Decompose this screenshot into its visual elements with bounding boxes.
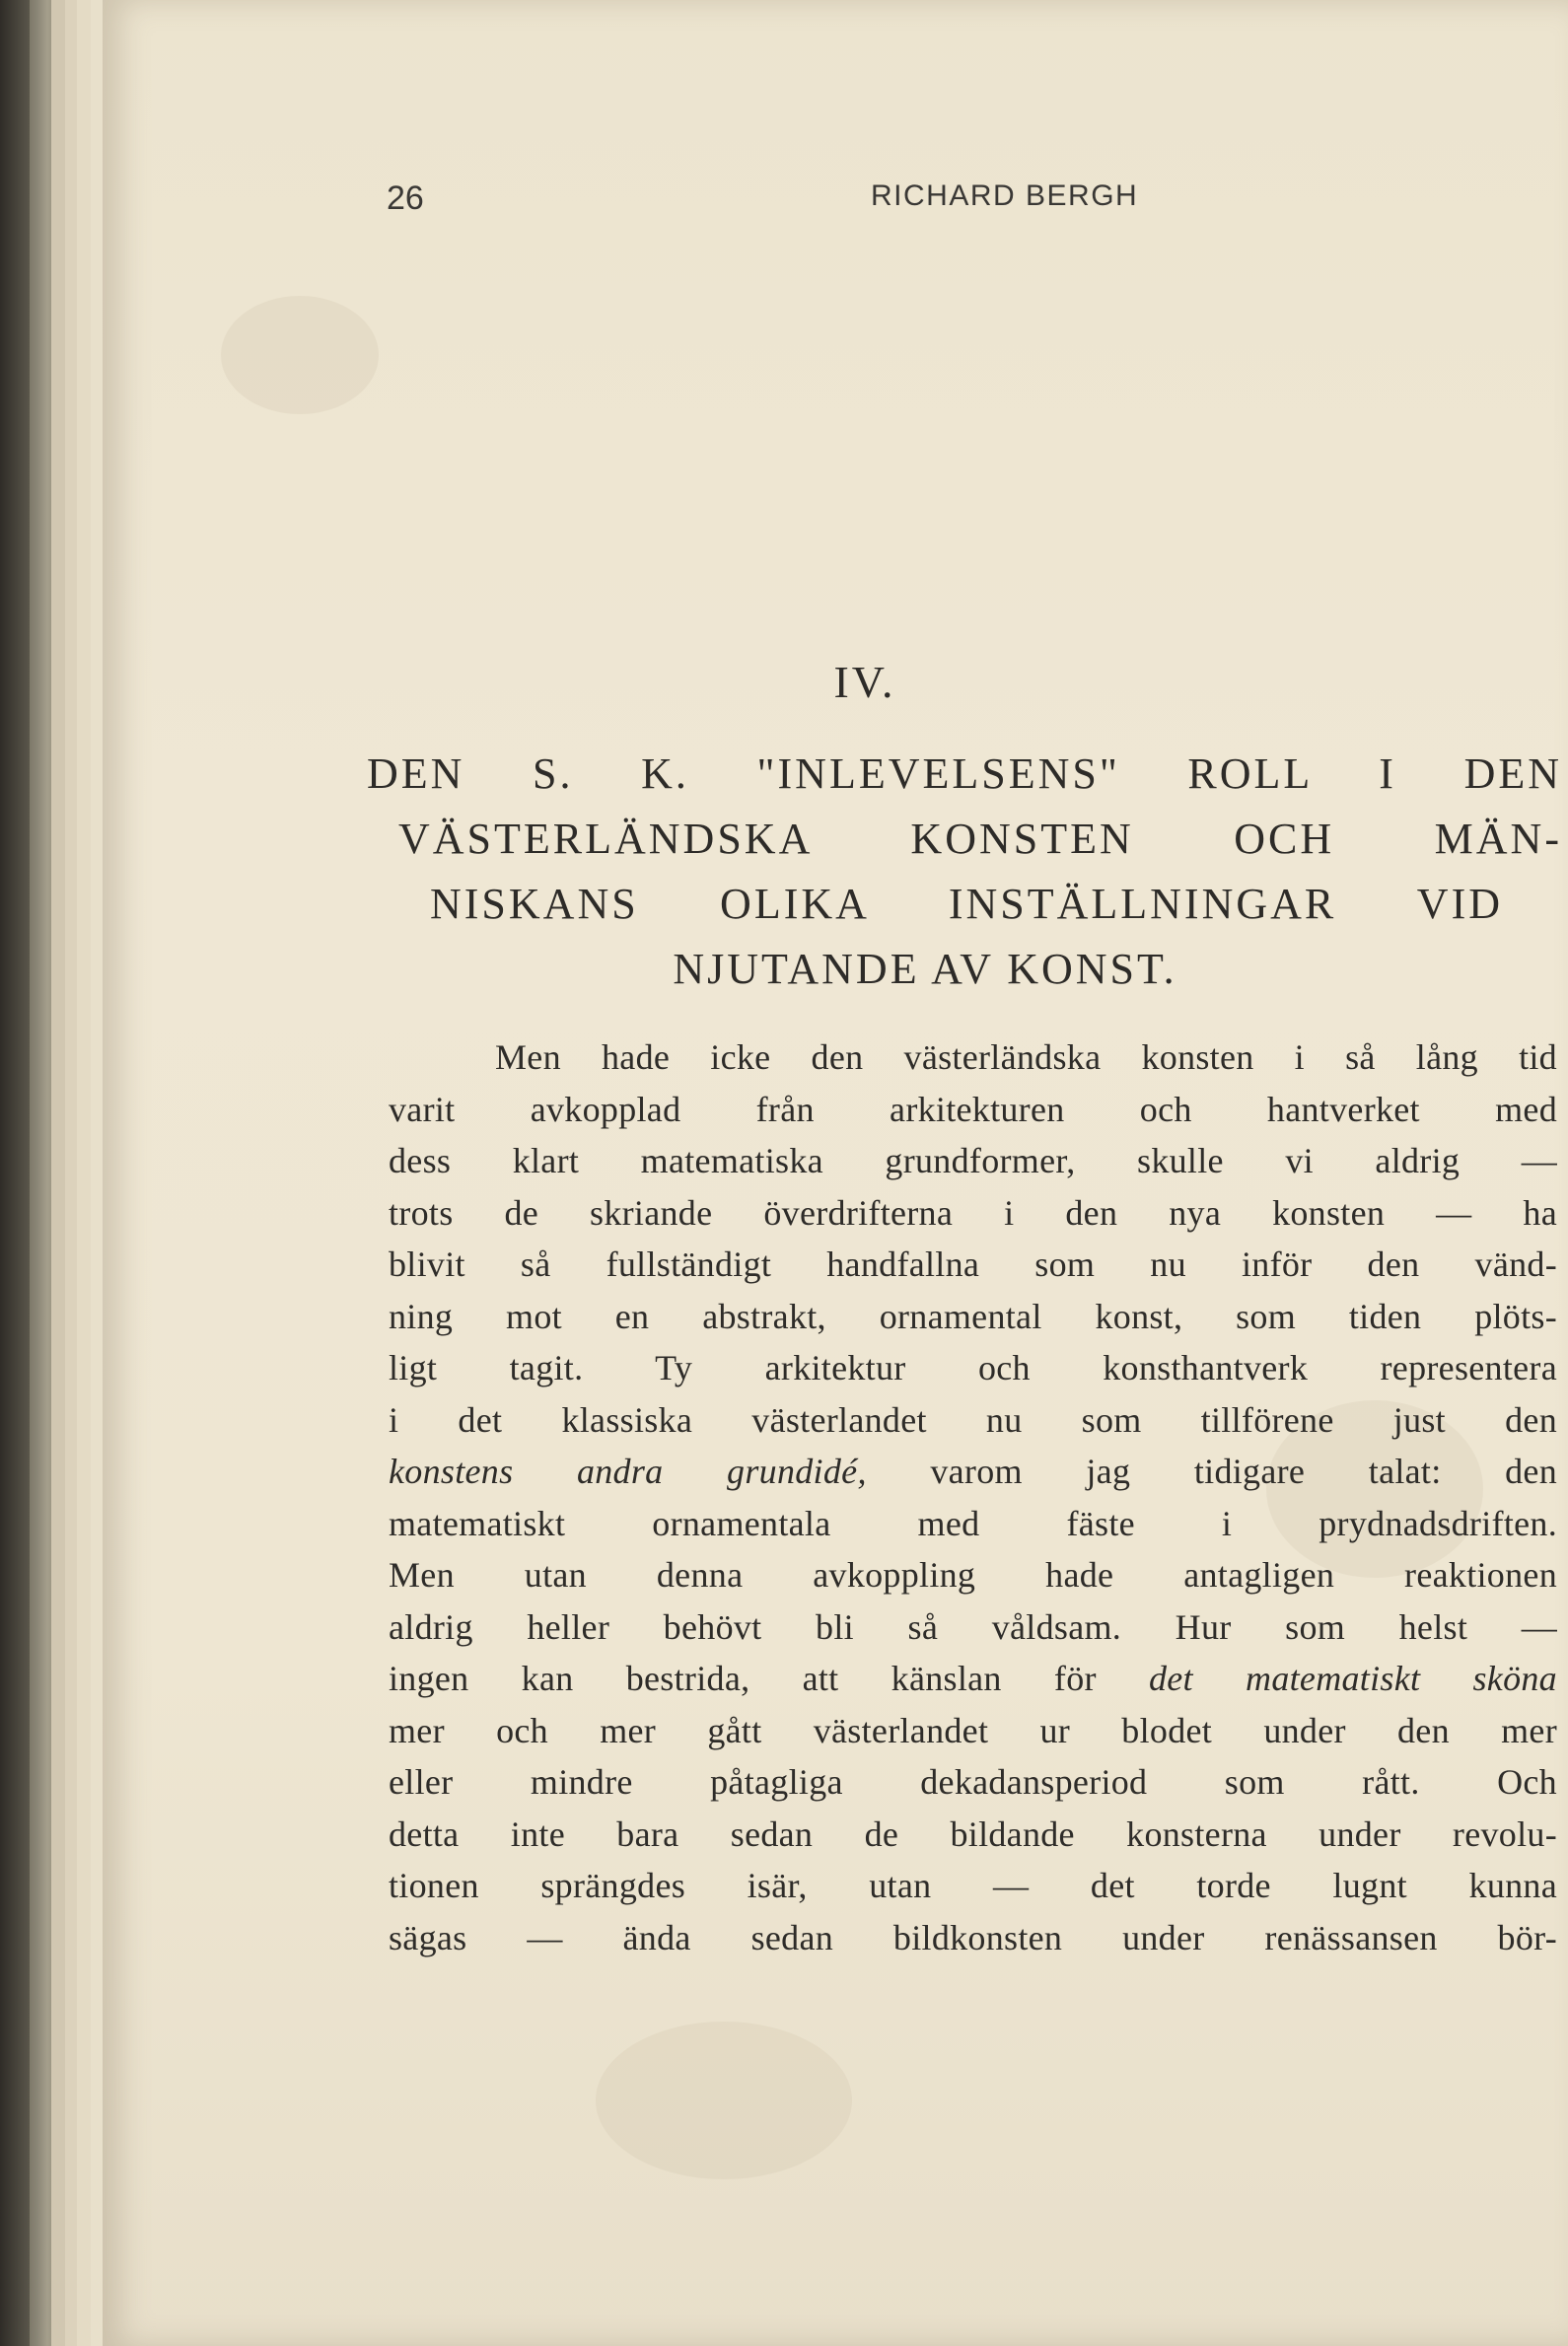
text-line: dess klart matematiska grundformer, skulle vi aldrig — <box>389 1141 1557 1180</box>
text-line: trots de skriande överdrifterna i den nya konsten — ha <box>389 1192 1557 1233</box>
text-line: blivit så fullständigt handfallna som nu inför den vänd- <box>389 1244 1557 1284</box>
book-binding <box>0 0 30 2346</box>
text-line: tionen sprängdes isär, utan — det torde lugnt kunna <box>389 1866 1557 1905</box>
text-line: Men hade icke den västerländska konsten i så lång tid <box>495 1037 1557 1077</box>
text-line: varit avkopplad från arkitekturen och hantverket med <box>389 1089 1557 1129</box>
page-content <box>103 0 1568 2346</box>
italic-phrase: det matematiskt sköna <box>1148 1659 1557 1698</box>
text-line: Men utan denna avkoppling hade antagligen reaktionen <box>389 1555 1557 1595</box>
text-fragment: ingen kan bestrida, att känslan för <box>389 1659 1149 1698</box>
text-line <box>389 1653 1557 1705</box>
text-line: detta inte bara sedan de bildande konsterna under revolu- <box>389 1813 1557 1854</box>
text-line: i det klassiska västerlandet nu som tillförene just den <box>389 1399 1557 1440</box>
text-line: ligt tagit. Ty arkitektur och konsthantverk representera <box>389 1348 1557 1387</box>
running-head <box>387 179 1471 229</box>
running-head-title: RICHARD BERGH <box>871 179 1139 212</box>
text-line: eller mindre påtagliga dekadansperiod som rått. Och <box>389 1762 1557 1802</box>
text-fragment: varom jag tidigare talat: den <box>866 1452 1557 1491</box>
chapter-title-line: NJUTANDE AV KONST. <box>673 945 1177 993</box>
text-line: mer och mer gått västerlandet ur blodet under den mer <box>389 1710 1557 1750</box>
page-edge <box>77 0 92 2346</box>
text-line: matematiskt ornamentala med fäste i prydnadsdriften. <box>389 1503 1557 1543</box>
text-line: aldrig heller behövt bli så våldsam. Hur som helst — <box>389 1606 1557 1647</box>
chapter-number: IV. <box>833 657 896 707</box>
italic-phrase: konstens andra grundidé, <box>389 1452 867 1491</box>
page-paper <box>103 0 1568 2346</box>
page-edge <box>51 0 66 2346</box>
chapter-title-line: DEN S. K. "INLEVELSENS" ROLL I DEN <box>367 749 1562 798</box>
chapter-title-line: NISKANS OLIKA INSTÄLLNINGAR VID <box>430 880 1503 928</box>
page-number: 26 <box>387 179 424 217</box>
text-line: sägas — ända sedan bildkonsten under renässansen bör- <box>389 1917 1557 1957</box>
text-line <box>389 1446 1557 1498</box>
text-line: ning mot en abstrakt, ornamental konst, som tiden plöts- <box>389 1296 1557 1336</box>
chapter-title <box>367 742 1562 1002</box>
body-text <box>389 1031 1557 1963</box>
chapter-title-line: VÄSTERLÄNDSKA KONSTEN OCH MÄN- <box>398 815 1562 863</box>
